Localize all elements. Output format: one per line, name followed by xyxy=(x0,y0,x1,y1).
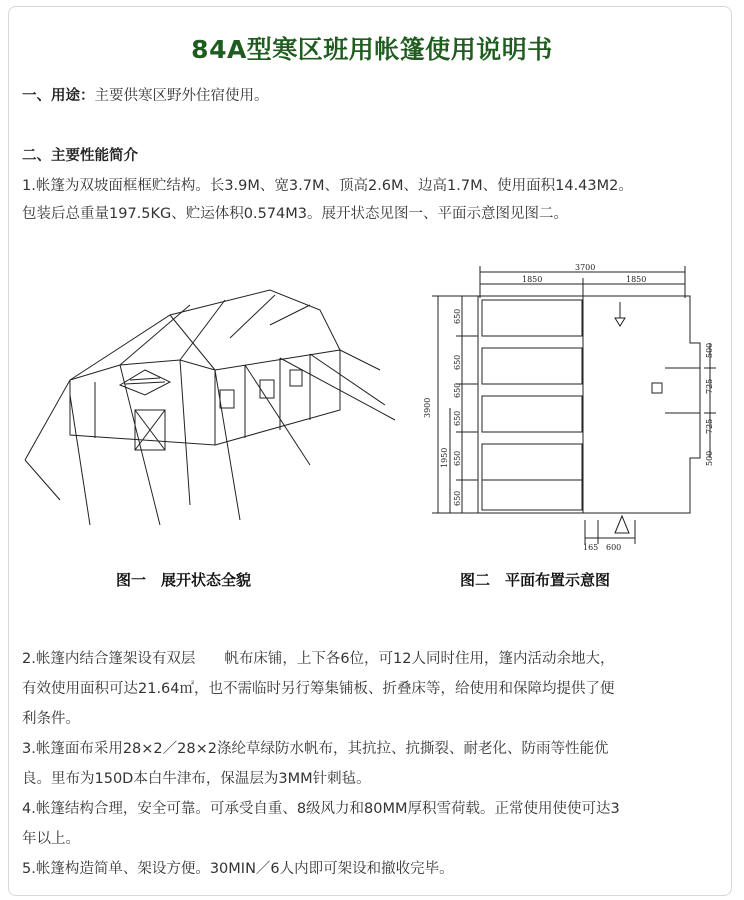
usage-heading: 一、用途： xyxy=(22,88,95,104)
usage-text: 主要供寒区野外住宿使用。 xyxy=(94,88,269,104)
body-line: 年以上。 xyxy=(22,831,80,847)
body-line: 5.帐篷构造简单、架设方便。30MIN／6人内即可架设和撤收完毕。 xyxy=(22,861,454,877)
dim-right-725-bot: 725 xyxy=(705,418,714,434)
body-line: 利条件。 xyxy=(22,711,80,727)
paragraph-1-line-2: 包装后总重量197.5KG、贮运体积0.574M3。展开状态见图一、平面示意图见图二。 xyxy=(22,206,568,222)
dim-right-725-top: 725 xyxy=(705,378,714,394)
body-line: 2.帐篷内结合篷架设有双层 帆布床铺，上下各6位，可12人同时住用，篷内活动余地大， xyxy=(22,651,615,667)
dim-bottom-600: 600 xyxy=(606,543,622,552)
dim-right-500-top: 500 xyxy=(705,342,714,358)
dim-half-right: 1850 xyxy=(626,275,647,284)
figure-1-caption: 图一 展开状态全貌 xyxy=(116,571,252,589)
body-line: 有效使用面积可达21.64㎡，也不需临时另行筹集铺板、折叠床等，给使用和保障均提供了便 xyxy=(22,681,615,697)
dim-bed-6: 650 xyxy=(453,490,462,506)
figure-1-tent-drawing xyxy=(20,270,400,540)
dim-right-500-bot: 500 xyxy=(705,450,714,466)
dim-bed-5: 650 xyxy=(453,450,462,466)
dim-left-height: 3900 xyxy=(423,397,432,418)
paragraph-1-line-1: 1.帐篷为双坡面框框贮结构。长3.9M、宽3.7M、顶高2.6M、边高1.7M、使用面积14.43M2。 xyxy=(22,178,633,194)
dim-bed-3: 650 xyxy=(453,382,462,398)
dim-bottom-165: 165 xyxy=(583,543,599,552)
section-performance-heading: 二、主要性能简介 xyxy=(22,148,138,164)
dim-left-lower: 1950 xyxy=(440,447,449,468)
figure-2-floor-plan xyxy=(420,258,720,558)
dim-bed-1: 650 xyxy=(453,308,462,324)
dim-bed-4: 650 xyxy=(453,410,462,426)
section-usage xyxy=(22,82,269,110)
dim-total-width: 3700 xyxy=(575,263,596,272)
dim-bed-2: 650 xyxy=(453,354,462,370)
dim-half-left: 1850 xyxy=(522,275,543,284)
figure-2-caption: 图二 平面布置示意图 xyxy=(460,571,611,589)
body-line: 4.帐篷结构合理，安全可靠。可承受自重、8级风力和80MM厚积雪荷载。正常使用使使可达3 xyxy=(22,801,620,817)
body-line: 良。里布为150D本白牛津布，保温层为3MM针刺毡。 xyxy=(22,771,371,787)
body-line: 3.帐篷面布采用28×2／28×2涤纶草绿防水帆布，其抗拉、抗撕裂、耐老化、防雨等性能优 xyxy=(22,741,609,757)
page-title: 84A型寒区班用帐篷使用说明书 xyxy=(191,35,553,64)
